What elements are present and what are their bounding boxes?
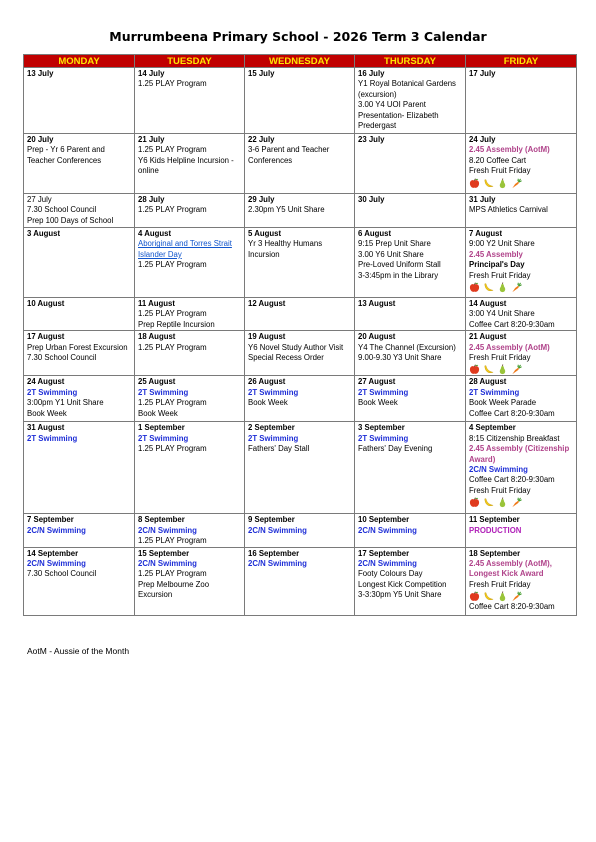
day-cell: [24, 194, 135, 228]
pear-icon: [497, 591, 511, 600]
event-line: 1.25 PLAY Program: [138, 79, 207, 89]
day-date: 16 July: [358, 69, 385, 78]
day-date: 26 August: [248, 377, 286, 387]
event-line: 3.00 Y4 UOI Parent Presentation- Elizabeth Predergast: [358, 100, 439, 131]
week-row: [24, 228, 577, 298]
pear-icon: [497, 497, 511, 506]
day-cell: [135, 228, 245, 298]
event-line: 1.25 PLAY Program: [138, 260, 207, 270]
header-monday: MONDAY: [24, 55, 135, 68]
day-cell: [245, 228, 355, 298]
fresh-fruit-icons: [469, 282, 573, 293]
day-date: 14 August: [469, 299, 507, 308]
day-date: 2 September: [248, 423, 295, 433]
event-line: 2.45 Assembly (AotM): [469, 342, 550, 352]
day-cell: [135, 547, 245, 615]
day-cell: [135, 376, 245, 422]
event-line: Yr 3 Healthy Humans Incursion: [248, 239, 323, 259]
event-line: Prep Reptile Incursion: [138, 319, 215, 329]
day-date: 14 September: [27, 548, 79, 558]
day-date: 21 July: [138, 135, 165, 144]
day-cell: [135, 331, 245, 376]
event-line: 3-3:45pm in the Library: [358, 270, 439, 280]
day-cell: [355, 298, 466, 331]
event-line: 2.45 Assembly (AotM), Longest Kick Award: [469, 559, 552, 579]
day-date: 10 August: [27, 299, 65, 308]
day-date: 1 September: [138, 423, 185, 433]
event-line: Footy Colours Day: [358, 569, 423, 579]
day-date: 13 August: [358, 299, 396, 308]
fresh-fruit-icons: [469, 178, 573, 189]
event-line: 2C/N Swimming: [248, 559, 307, 569]
pear-icon: [497, 364, 511, 373]
banana-icon: [483, 364, 497, 373]
day-cell: [245, 298, 355, 331]
event-line: 7.30 School Council: [27, 353, 97, 363]
event-line: 2T Swimming: [248, 387, 299, 397]
day-cell: [466, 376, 577, 422]
event-line: Book Week: [27, 408, 67, 418]
event-line: Longest Kick Competition: [358, 579, 447, 589]
fresh-fruit-icons: [469, 364, 573, 375]
day-cell: [24, 228, 135, 298]
day-date: 31 July: [469, 195, 496, 204]
week-row: [24, 194, 577, 228]
day-date: 7 September: [27, 515, 74, 525]
day-cell: [466, 194, 577, 228]
week-row: [24, 422, 577, 514]
event-line: Principal's Day: [469, 260, 525, 270]
day-date: 3 August: [27, 229, 61, 238]
day-cell: [355, 547, 466, 615]
event-line: Fresh Fruit Friday: [469, 353, 531, 363]
day-cell: [24, 514, 135, 547]
event-line: 2C/N Swimming: [138, 525, 197, 535]
day-cell: [135, 134, 245, 194]
day-date: 23 July: [358, 135, 385, 144]
day-cell: [245, 514, 355, 547]
day-cell: [466, 422, 577, 514]
event-line: Special Recess Order: [248, 353, 324, 363]
day-date: 4 August: [138, 229, 172, 238]
event-line: 7.30 School Council: [27, 205, 97, 215]
event-line: 2.30pm Y5 Unit Share: [248, 205, 325, 215]
day-cell: [355, 376, 466, 422]
event-line: Coffee Cart 8:20-9:30am: [469, 319, 555, 329]
event-line: Y1 Royal Botanical Gardens (excursion): [358, 79, 456, 99]
header-tuesday: TUESDAY: [135, 55, 245, 68]
day-date: 19 August: [248, 332, 286, 342]
event-line: Prep 100 Days of School: [27, 215, 114, 225]
event-line: Book Week: [138, 408, 178, 418]
apple-icon: [469, 282, 483, 291]
event-line: 2T Swimming: [469, 387, 520, 397]
day-cell: [24, 68, 135, 134]
day-cell: [466, 514, 577, 547]
day-date: 22 July: [248, 135, 275, 144]
event-line: Prep Melbourne Zoo Excursion: [138, 579, 210, 600]
day-date: 16 September: [248, 548, 300, 558]
event-line: Book Week Parade: [469, 398, 537, 408]
day-cell: [245, 194, 355, 228]
event-line: 3:00 Y4 Unit Share: [469, 309, 535, 319]
event-line: Y6 Novel Study Author Visit: [248, 342, 344, 352]
banana-icon: [483, 497, 497, 506]
week-row: [24, 134, 577, 194]
carrot-icon: [511, 178, 525, 187]
event-line: 2T Swimming: [358, 433, 409, 443]
banana-icon: [483, 178, 497, 187]
day-date: 9 September: [248, 515, 295, 525]
day-date: 12 August: [248, 299, 286, 308]
event-line: Coffee Cart 8:20-9:30am: [469, 475, 555, 485]
event-line: 3:00pm Y1 Unit Share: [27, 398, 104, 408]
fresh-fruit-icons: [469, 591, 573, 602]
day-date: 24 August: [27, 377, 65, 387]
day-date: 7 August: [469, 229, 503, 238]
event-line: 2T Swimming: [248, 433, 299, 443]
day-cell: [24, 134, 135, 194]
week-row: [24, 68, 577, 134]
day-cell: [466, 228, 577, 298]
day-cell: [466, 331, 577, 376]
day-cell: [24, 422, 135, 514]
day-cell: [135, 298, 245, 331]
day-cell: [245, 68, 355, 134]
event-line: 1.25 PLAY Program: [138, 309, 207, 319]
event-line: 1.25 PLAY Program: [138, 569, 207, 579]
pear-icon: [497, 282, 511, 291]
day-cell: [245, 547, 355, 615]
event-line: PRODUCTION: [469, 525, 522, 535]
day-cell: [466, 68, 577, 134]
day-date: 20 July: [27, 135, 54, 144]
event-line: 3-6 Parent and Teacher Conferences: [248, 145, 330, 165]
event-line: 1.25 PLAY Program: [138, 145, 207, 155]
day-date: 17 July: [469, 69, 496, 78]
day-date: 31 August: [27, 423, 65, 433]
day-cell: [24, 547, 135, 615]
event-line: Coffee Cart 8:20-9:30am: [469, 408, 555, 418]
page-title: Murrumbeena Primary School - 2026 Term 3 Calendar: [109, 29, 487, 44]
carrot-icon: [511, 591, 525, 600]
day-date: 17 August: [27, 332, 65, 342]
day-date: 14 July: [138, 69, 165, 78]
event-line: 8.20 Coffee Cart: [469, 155, 527, 165]
day-cell: [245, 134, 355, 194]
apple-icon: [469, 364, 483, 373]
banana-icon: [483, 591, 497, 600]
day-date: 3 September: [358, 423, 405, 433]
week-row: [24, 376, 577, 422]
day-cell: [135, 422, 245, 514]
event-line: Pre-Loved Uniform Stall: [358, 260, 441, 270]
event-line: 2.45 Assembly (AotM): [469, 145, 550, 155]
day-cell: [24, 376, 135, 422]
event-line: Fresh Fruit Friday: [469, 579, 531, 589]
day-date: 30 July: [358, 195, 385, 204]
day-date: 18 September: [469, 548, 521, 558]
event-line: 2C/N Swimming: [27, 525, 86, 535]
carrot-icon: [511, 364, 525, 373]
carrot-icon: [511, 497, 525, 506]
day-date: 20 August: [358, 332, 396, 342]
header-thursday: THURSDAY: [355, 55, 466, 68]
event-line: 2C/N Swimming: [469, 465, 528, 475]
day-date: 8 September: [138, 515, 185, 525]
event-line: 1.25 PLAY Program: [138, 205, 207, 215]
weekday-header-row: [24, 55, 577, 68]
day-date: 27 July: [27, 195, 52, 204]
pear-icon: [497, 178, 511, 187]
day-date: 24 July: [469, 135, 496, 144]
day-cell: [466, 547, 577, 615]
week-row: [24, 298, 577, 331]
day-cell: [355, 134, 466, 194]
day-cell: [24, 331, 135, 376]
event-line: Book Week: [248, 398, 288, 408]
event-line: Prep Urban Forest Excursion: [27, 342, 128, 352]
fresh-fruit-icons: [469, 497, 573, 508]
header-wednesday: WEDNESDAY: [245, 55, 355, 68]
event-line: Fathers' Day Stall: [248, 444, 310, 454]
day-date: 4 September: [469, 423, 516, 433]
week-row: [24, 547, 577, 615]
event-line: Fresh Fruit Friday: [469, 166, 531, 176]
day-date: 10 September: [358, 515, 410, 525]
day-date: 17 September: [358, 548, 410, 558]
day-cell: [355, 422, 466, 514]
banana-icon: [483, 282, 497, 291]
carrot-icon: [511, 282, 525, 291]
event-line: MPS Athletics Carnival: [469, 205, 548, 215]
day-date: 11 September: [469, 515, 520, 525]
event-line: 2T Swimming: [358, 387, 409, 397]
event-line: 7.30 School Council: [27, 569, 97, 579]
event-line: 2C/N Swimming: [138, 559, 197, 569]
day-date: 11 August: [138, 299, 175, 308]
day-cell: [355, 68, 466, 134]
apple-icon: [469, 178, 483, 187]
day-date: 28 July: [138, 195, 165, 204]
event-line: 2.45 Assembly (Citizenship Award): [469, 444, 570, 464]
event-line: Fresh Fruit Friday: [469, 485, 531, 495]
event-line: Book Week: [358, 398, 398, 408]
event-line: Fresh Fruit Friday: [469, 270, 531, 280]
day-cell: [355, 228, 466, 298]
event-line: 2T Swimming: [27, 387, 78, 397]
event-line: 9.00-9.30 Y3 Unit Share: [358, 353, 442, 363]
event-line: Y6 Kids Helpline Incursion - online: [138, 155, 234, 176]
day-date: 15 July: [248, 69, 275, 78]
event-line: 2.45 Assembly: [469, 249, 523, 259]
calendar-table: [23, 54, 577, 616]
day-cell: [245, 331, 355, 376]
event-line: 2C/N Swimming: [27, 559, 86, 569]
day-cell: [466, 298, 577, 331]
day-date: 29 July: [248, 195, 275, 204]
event-line: 2T Swimming: [138, 433, 189, 443]
event-line: 8:15 Citizenship Breakfast: [469, 433, 560, 443]
apple-icon: [469, 497, 483, 506]
day-cell: [355, 514, 466, 547]
day-date: 6 August: [358, 229, 392, 238]
event-line: 3.00 Y6 Unit Share: [358, 249, 424, 259]
event-line: 2C/N Swimming: [358, 525, 417, 535]
event-line: Y4 The Channel (Excursion): [358, 342, 456, 352]
day-date: 15 September: [138, 548, 190, 558]
day-date: 13 July: [27, 69, 54, 78]
day-date: 5 August: [248, 229, 282, 238]
day-cell: [135, 194, 245, 228]
event-line: 1.25 PLAY Program: [138, 398, 207, 408]
day-cell: [466, 134, 577, 194]
day-cell: [135, 514, 245, 547]
day-date: 21 August: [469, 332, 507, 342]
footnote: AotM - Aussie of the Month: [27, 646, 130, 656]
event-link[interactable]: Aboriginal and Torres Strait Islander Day: [138, 239, 232, 259]
day-cell: [245, 376, 355, 422]
week-row: [24, 514, 577, 547]
day-cell: [355, 331, 466, 376]
day-date: 18 August: [138, 332, 176, 342]
day-date: 28 August: [469, 377, 507, 387]
event-line: 1.25 PLAY Program: [138, 342, 207, 352]
day-date: 27 August: [358, 377, 396, 387]
event-line: Prep - Yr 6 Parent and Teacher Conferences: [27, 145, 105, 165]
day-cell: [24, 298, 135, 331]
event-line: Coffee Cart 8:20-9:30am: [469, 602, 555, 612]
event-line: 2C/N Swimming: [358, 559, 417, 569]
day-date: 25 August: [138, 377, 176, 387]
event-line: Fathers' Day Evening: [358, 444, 433, 454]
header-friday: FRIDAY: [466, 55, 577, 68]
day-cell: [135, 68, 245, 134]
day-cell: [355, 194, 466, 228]
event-line: 1.25 PLAY Program: [138, 536, 207, 546]
event-line: 1.25 PLAY Program: [138, 444, 207, 454]
event-line: 2T Swimming: [27, 433, 78, 443]
event-line: 9:00 Y2 Unit Share: [469, 239, 535, 249]
day-cell: [245, 422, 355, 514]
event-line: 2C/N Swimming: [248, 525, 307, 535]
apple-icon: [469, 591, 483, 600]
event-line: 3-3:30pm Y5 Unit Share: [358, 590, 442, 600]
week-row: [24, 331, 577, 376]
event-line: 2T Swimming: [138, 387, 189, 397]
event-line: 9:15 Prep Unit Share: [358, 239, 431, 249]
